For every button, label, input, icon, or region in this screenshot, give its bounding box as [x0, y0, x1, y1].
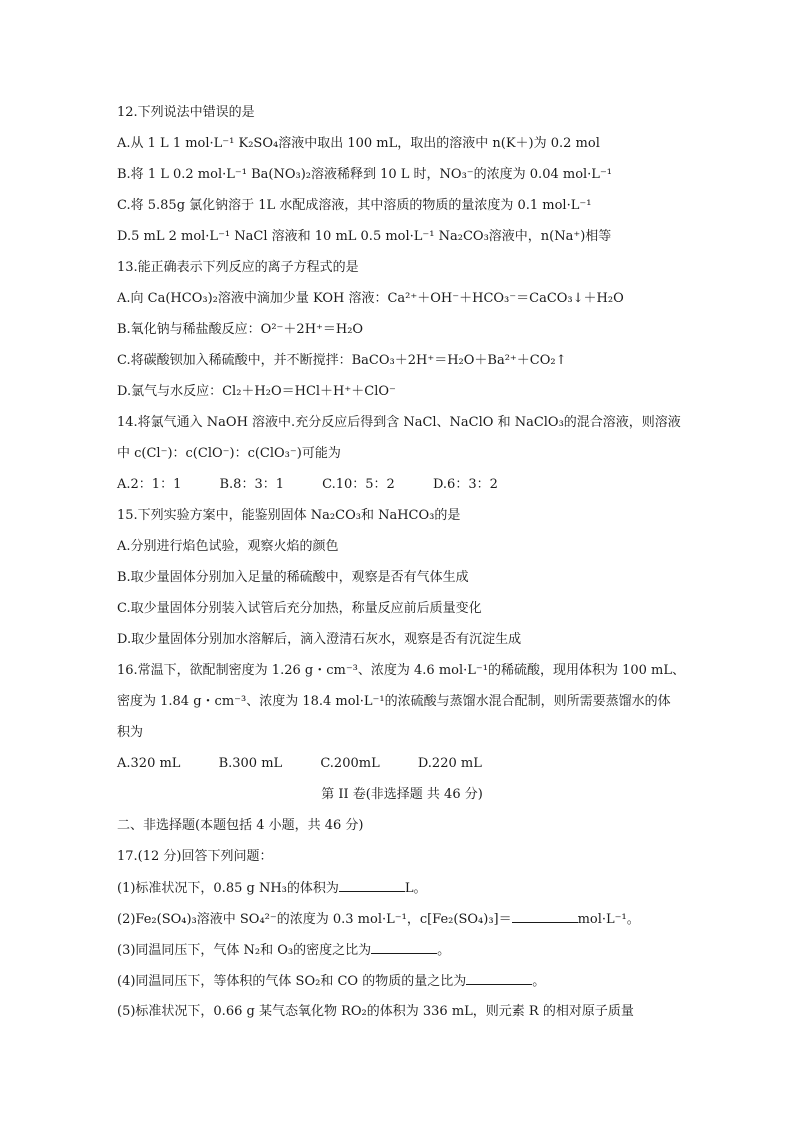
q17-part3 [117, 941, 450, 960]
q17-part4-text: (4)同温同压下，等体积的气体 SO₂和 CO 的物质的量之比为 [117, 974, 467, 989]
answer-blank[interactable] [339, 879, 405, 892]
q14-option-b: B.8：3：1 [219, 477, 284, 492]
q13-option-a: A.向 Ca(HCO₃)₂溶液中滴加少量 KOH 溶液：Ca²⁺＋OH⁻＋HCO₃⁻＝CaCO₃↓＋H₂O [117, 291, 624, 306]
q17-stem: 17.(12 分)回答下列问题： [117, 849, 273, 864]
q14-option-c: C.10：5：2 [322, 477, 395, 492]
q17-part4 [117, 972, 545, 991]
q16-options [117, 755, 482, 773]
q17-part3-end: 。 [437, 943, 451, 958]
q13-option-b: B.氧化钠与稀盐酸反应：O²⁻＋2H⁺＝H₂O [117, 322, 364, 337]
q15-option-d: D.取少量固体分别加水溶解后，滴入澄清石灰水，观察是否有沉淀生成 [117, 632, 522, 647]
q12-option-a: A.从 1 L 1 mol·L⁻¹ K₂SO₄溶液中取出 100 mL，取出的溶液中 n(K＋)为 0.2 mol [117, 136, 600, 151]
q17-part4-end: 。 [532, 974, 546, 989]
q13-option-d: D.氯气与水反应：Cl₂＋H₂O＝HCl＋H⁺＋ClO⁻ [117, 384, 396, 399]
q12-stem: 12.下列说法中错误的是 [117, 105, 255, 120]
q12-option-b: B.将 1 L 0.2 mol·L⁻¹ Ba(NO₃)₂溶液稀释到 10 L 时，NO₃⁻的浓度为 0.04 mol·L⁻¹ [117, 167, 613, 182]
q16-option-d: D.220 mL [417, 756, 482, 771]
answer-blank[interactable] [512, 910, 578, 923]
q16-stem-line1: 16.常温下，欲配制密度为 1.26 g・cm⁻³、浓度为 4.6 mol·L⁻¹的稀硫酸，现用体积为 100 mL、 [117, 663, 686, 678]
section-heading: 二、非选择题(本题包括 4 小题，共 46 分) [117, 818, 364, 833]
q12-option-d: D.5 mL 2 mol·L⁻¹ NaCl 溶液和 10 mL 0.5 mol·L⁻¹ Na₂CO₃溶液中，n(Na⁺)相等 [117, 229, 612, 244]
q15-option-b: B.取少量固体分别加入足量的稀硫酸中，观察是否有气体生成 [117, 570, 469, 585]
q17-part5: (5)标准状况下，0.66 g 某气态氧化物 RO₂的体积为 336 mL，则元素 R 的相对原子质量 [117, 1004, 634, 1019]
q14-option-d: D.6：3：2 [432, 477, 498, 492]
part-two-heading: 第 II 卷(非选择题 共 46 分) [321, 787, 483, 802]
q17-part1 [117, 879, 427, 898]
q16-stem-line3: 积为 [117, 725, 144, 740]
q17-part2-unit: mol·L⁻¹。 [577, 912, 640, 927]
q14-stem-line2: 中 c(Cl⁻)：c(ClO⁻)：c(ClO₃⁻)可能为 [117, 446, 341, 461]
answer-blank[interactable] [466, 972, 532, 985]
q14-option-a: A.2：1：1 [117, 477, 182, 492]
q15-option-c: C.取少量固体分别装入试管后充分加热，称量反应前后质量变化 [117, 601, 482, 616]
q17-part1-text: (1)标准状况下，0.85 g NH₃的体积为 [117, 881, 339, 896]
q13-option-c: C.将碳酸钡加入稀硫酸中，并不断搅拌：BaCO₃＋2H⁺＝H₂O＋Ba²⁺＋CO₂↑ [117, 353, 567, 368]
q17-part2-text: (2)Fe₂(SO₄)₃溶液中 SO₄²⁻的浓度为 0.3 mol·L⁻¹，c[Fe₂(SO₄)₃]＝ [117, 912, 512, 927]
q13-stem: 13.能正确表示下列反应的离子方程式的是 [117, 260, 359, 275]
q14-stem-line1: 14.将氯气通入 NaOH 溶液中.充分反应后得到含 NaCl、NaClO 和 NaClO₃的混合溶液，则溶液 [117, 415, 681, 430]
q16-option-b: B.300 mL [218, 756, 283, 771]
q17-part3-text: (3)同温同压下，气体 N₂和 O₃的密度之比为 [117, 943, 372, 958]
q16-option-c: C.200mL [320, 756, 380, 771]
q15-stem: 15.下列实验方案中，能鉴别固体 Na₂CO₃和 NaHCO₃的是 [117, 508, 461, 523]
answer-blank[interactable] [371, 941, 437, 954]
q17-part2 [117, 910, 640, 929]
q16-option-a: A.320 mL [117, 756, 181, 771]
q16-stem-line2: 密度为 1.84 g・cm⁻³、浓度为 18.4 mol·L⁻¹的浓硫酸与蒸馏水混合配制，则所需要蒸馏水的体 [117, 694, 671, 709]
q12-option-c: C.将 5.85g 氯化钠溶于 1L 水配成溶液，其中溶质的物质的量浓度为 0.1 mol·L⁻¹ [117, 198, 592, 213]
q14-options [117, 476, 498, 494]
q17-part1-unit: L。 [404, 881, 427, 896]
q15-option-a: A.分别进行焰色试验，观察火焰的颜色 [117, 539, 339, 554]
